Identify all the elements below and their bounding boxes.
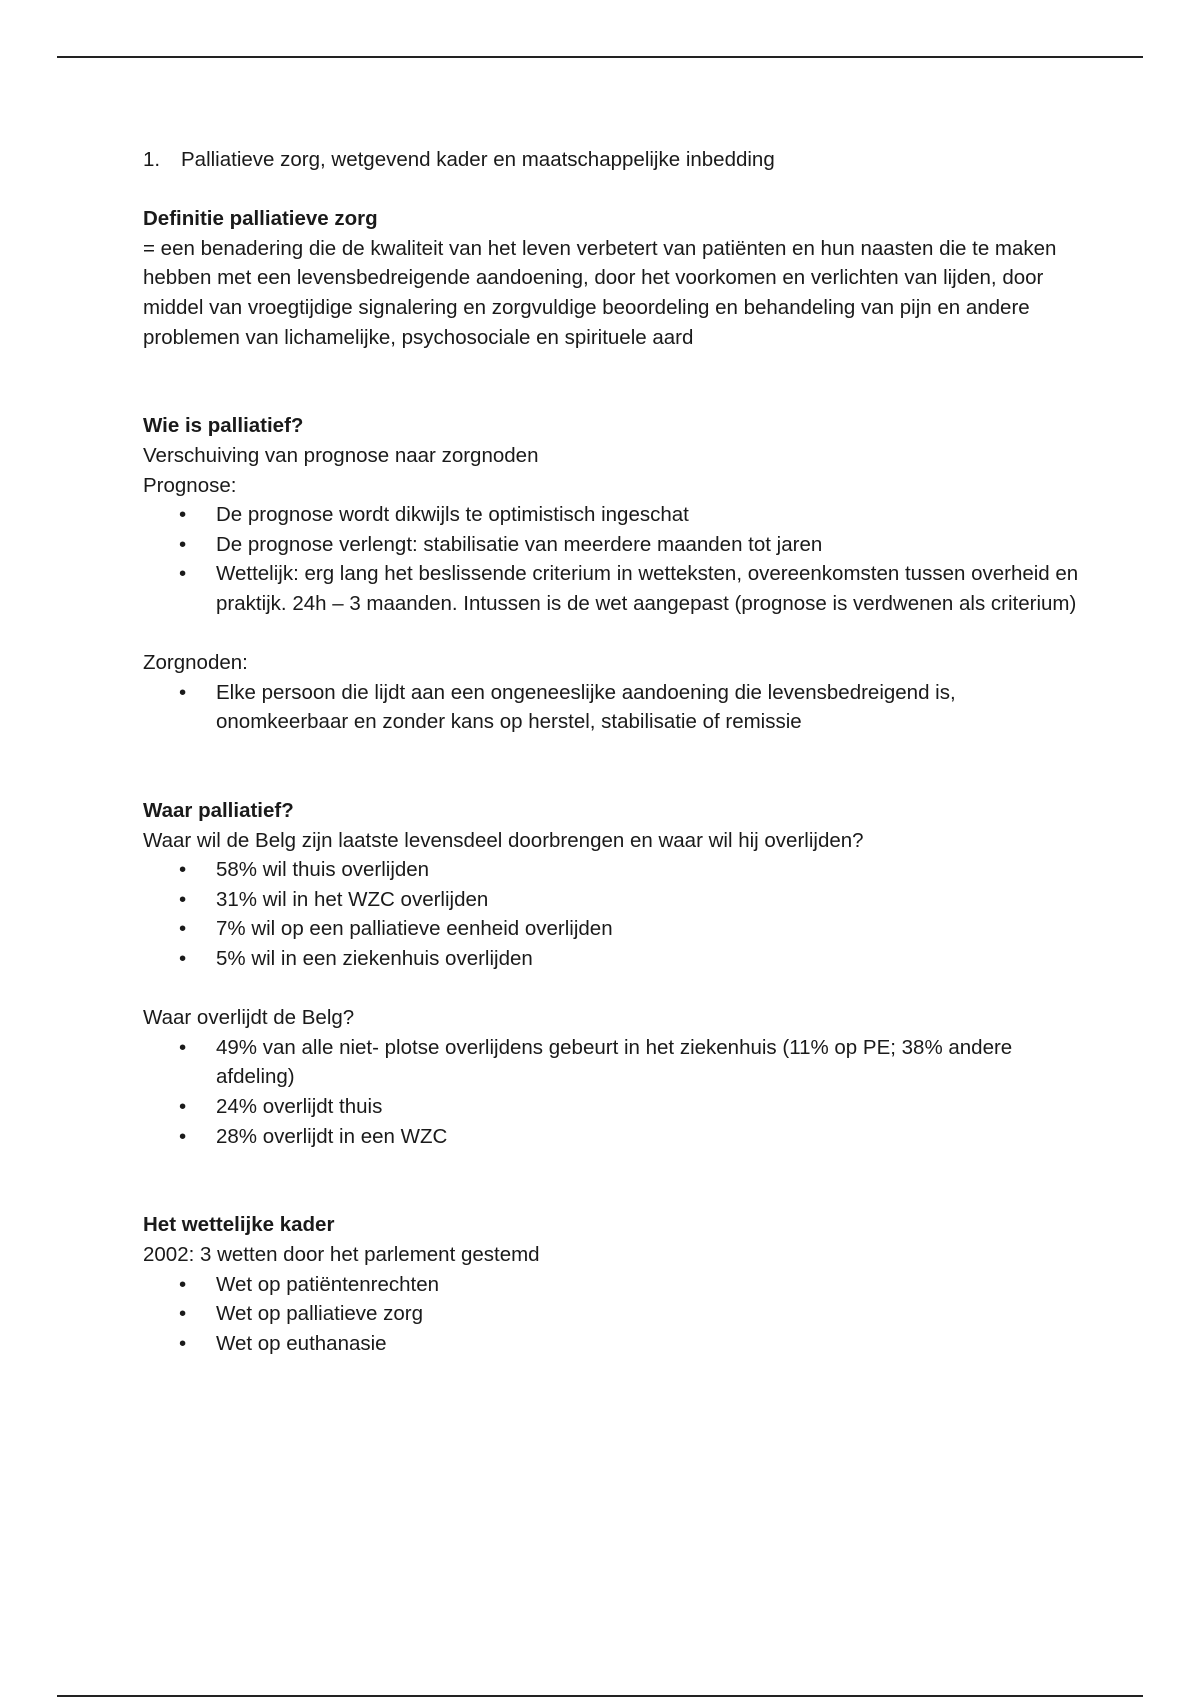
- list-item: • 5% wil in een ziekenhuis overlijden: [143, 944, 1083, 974]
- prognosis-label: Prognose:: [143, 473, 237, 497]
- legal-heading: Het wettelijke kader: [143, 1213, 335, 1237]
- care-needs-list: [143, 678, 1083, 737]
- list-item: • De prognose verlengt: stabilisatie van meerdere maanden tot jaren: [143, 530, 1083, 560]
- list-item: • Wet op palliatieve zorg: [143, 1299, 1083, 1329]
- where-question: Waar wil de Belg zijn laatste levensdeel doorbrengen en waar wil hij overlijden?: [143, 828, 864, 852]
- care-needs-label: Zorgnoden:: [143, 651, 248, 675]
- actual-list: [143, 1033, 1083, 1151]
- who-heading: Wie is palliatief?: [143, 414, 304, 438]
- prognosis-list: [143, 500, 1083, 618]
- list-item: • 49% van alle niet- plotse overlijdens gebeurt in het ziekenhuis (11% op PE; 38% andere afdeling): [143, 1033, 1083, 1092]
- legal-list: [143, 1270, 1083, 1359]
- actual-label: Waar overlijdt de Belg?: [143, 1006, 355, 1030]
- list-item: • Elke persoon die lijdt aan een ongeneeslijke aandoening die levensbedreigend is, onomkeerbaar en zonder kans op herstel, stabilisatie of remissie: [143, 678, 1083, 737]
- list-item: • 58% wil thuis overlijden: [143, 855, 1083, 885]
- document-body: [143, 145, 1083, 1358]
- section-title-text: Palliatieve zorg, wetgevend kader en maatschappelijke inbedding: [181, 148, 775, 171]
- list-item: • Wettelijk: erg lang het beslissende criterium in wetteksten, overeenkomsten tussen overheid en praktijk. 24h – 3 maanden. Intussen is de wet aangepast (prognose is verdwenen als criterium): [143, 559, 1083, 618]
- list-item: • Wet op patiëntenrechten: [143, 1270, 1083, 1300]
- list-item: • Wet op euthanasie: [143, 1329, 1083, 1359]
- list-item: • 31% wil in het WZC overlijden: [143, 885, 1083, 915]
- list-item: • 7% wil op een palliatieve eenheid overlijden: [143, 914, 1083, 944]
- definition-heading: Definitie palliatieve zorg: [143, 207, 378, 231]
- list-item: • De prognose wordt dikwijls te optimistisch ingeschat: [143, 500, 1083, 530]
- section-title: [143, 145, 1083, 175]
- wish-list: [143, 855, 1083, 973]
- where-heading: Waar palliatief?: [143, 799, 294, 823]
- definition-text: = een benadering die de kwaliteit van het leven verbetert van patiënten en hun naasten die te maken hebben met een levensbedreigende aandoening, door het voorkomen en verlichten van lijden, door middel van vroegtijdige signalering en zorgvuldige beoordeling en behandeling van pijn en andere problemen van lichamelijke, psychosociale en spirituele aard: [143, 236, 1057, 349]
- list-item: • 28% overlijdt in een WZC: [143, 1122, 1083, 1152]
- section-number: 1.: [143, 148, 161, 171]
- header-rule: [57, 56, 1143, 58]
- legal-intro: 2002: 3 wetten door het parlement gestemd: [143, 1242, 540, 1266]
- footer-rule: [57, 1695, 1143, 1697]
- who-intro: Verschuiving van prognose naar zorgnoden: [143, 443, 539, 467]
- list-item: • 24% overlijdt thuis: [143, 1092, 1083, 1122]
